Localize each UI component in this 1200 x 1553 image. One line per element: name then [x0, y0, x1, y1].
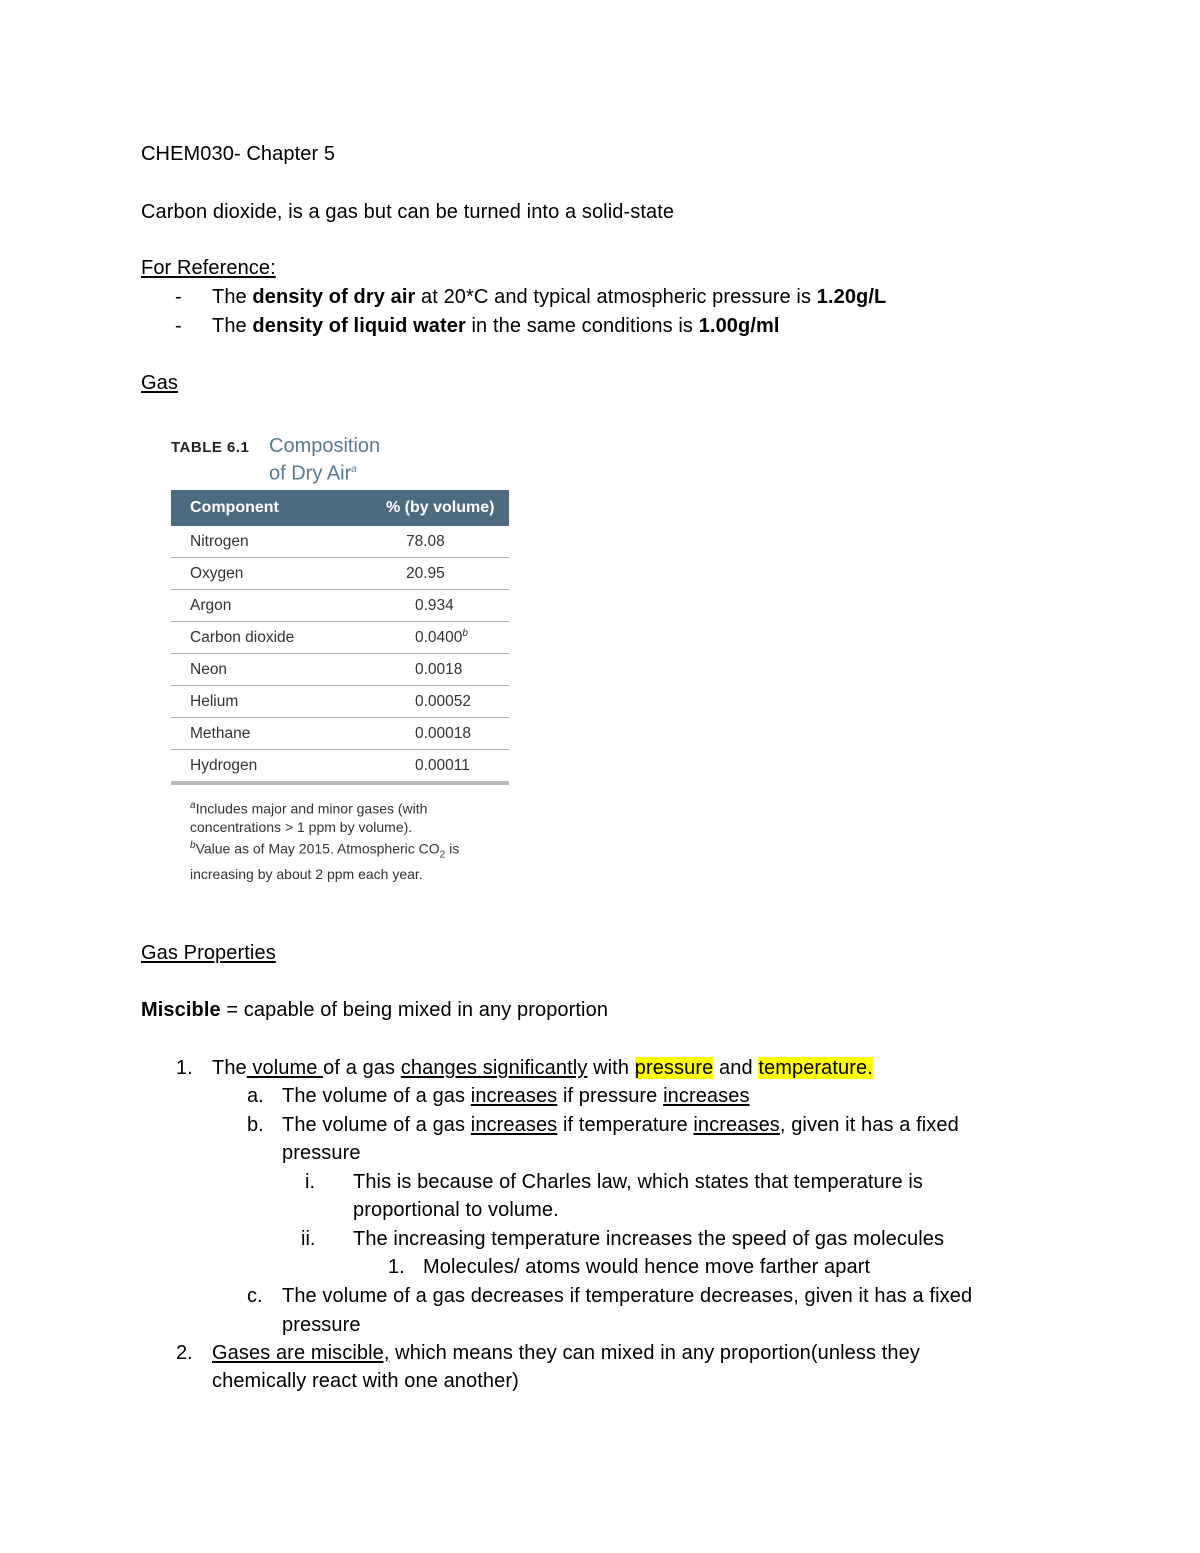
- list-item-1a: The volume of a gas increases if pressure increases: [282, 1085, 750, 1107]
- list-number: 1.: [388, 1256, 405, 1278]
- list-item-1bii: The increasing temperature increases the speed of gas molecules: [353, 1228, 945, 1250]
- list-item-1b: The volume of a gas increases if temperature increases, given it has a fixed: [282, 1114, 959, 1136]
- intro-text: Carbon dioxide, is a gas but can be turned into a solid-state: [141, 201, 675, 223]
- figure-title: Composition of Dry Air$^a$: [269, 435, 381, 485]
- bullet-marker: -: [175, 315, 182, 337]
- gas-heading: Gas: [141, 372, 178, 394]
- list-roman: ii.: [301, 1228, 316, 1250]
- table-row: Nitrogen 78.08: [171, 526, 509, 558]
- table-row: Oxygen 20.95: [171, 558, 509, 590]
- list-item-2: Gases are miscible, which means they can mixed in any proportion(unless they: [212, 1342, 920, 1364]
- list-item-1b-continued: pressure: [282, 1142, 361, 1164]
- list-letter: a.: [247, 1085, 264, 1107]
- gas-properties-heading: Gas Properties: [141, 942, 276, 964]
- table-header-row: [171, 490, 509, 526]
- table-row: Neon 0.0018: [171, 654, 509, 686]
- list-item-1c: The volume of a gas decreases if temperature decreases, given it has a fixed: [282, 1285, 973, 1307]
- table-row: Hydrogen 0.00011: [171, 750, 509, 784]
- footnote-b: $^b$Value as of May 2015. Atmospheric $CO_2$ is increasing by about 2 ppm each year.: [190, 839, 460, 882]
- list-item-2-continued: chemically react with one another): [212, 1370, 519, 1392]
- figure-label: TABLE 6.1: [171, 439, 250, 456]
- table-row: Argon 0.934: [171, 590, 509, 622]
- reference-item-dry-air: The density of dry air at 20*C and typical atmospheric pressure is 1.20g/L: [212, 286, 887, 308]
- table-row: Methane 0.00018: [171, 718, 509, 750]
- list-item-1: The volume of a gas changes significantly with pressure and temperature.: [212, 1057, 873, 1079]
- list-roman: i.: [305, 1171, 315, 1193]
- document-title: CHEM030- Chapter 5: [141, 143, 336, 165]
- reference-heading: For Reference:: [141, 257, 276, 279]
- bullet-marker: -: [175, 286, 182, 308]
- miscible-definition: Miscible = capable of being mixed in any proportion: [141, 999, 609, 1021]
- column-header-percent: % (by volume): [386, 490, 509, 526]
- table-footnotes: [190, 797, 500, 883]
- table-row: Carbon dioxide 0.0400$^b$: [171, 622, 509, 654]
- table-row: Helium 0.00052: [171, 686, 509, 718]
- list-item-1c-continued: pressure: [282, 1314, 361, 1336]
- list-number: 1.: [176, 1057, 193, 1079]
- column-header-component: Component: [171, 490, 386, 526]
- footnote-a: $^a$Includes major and minor gases (with concentrations > 1 ppm by volume).: [190, 800, 428, 836]
- list-number: 2.: [176, 1342, 193, 1364]
- list-letter: b.: [247, 1114, 264, 1136]
- list-item-1bi-continued: proportional to volume.: [353, 1199, 559, 1221]
- list-item-1bii1: Molecules/ atoms would hence move farther apart: [423, 1256, 871, 1278]
- list-letter: c.: [247, 1285, 263, 1307]
- list-item-1bi: This is because of Charles law, which states that temperature is: [353, 1171, 923, 1193]
- reference-item-liquid-water: The density of liquid water in the same conditions is 1.00g/ml: [212, 315, 780, 337]
- composition-table: [171, 490, 509, 785]
